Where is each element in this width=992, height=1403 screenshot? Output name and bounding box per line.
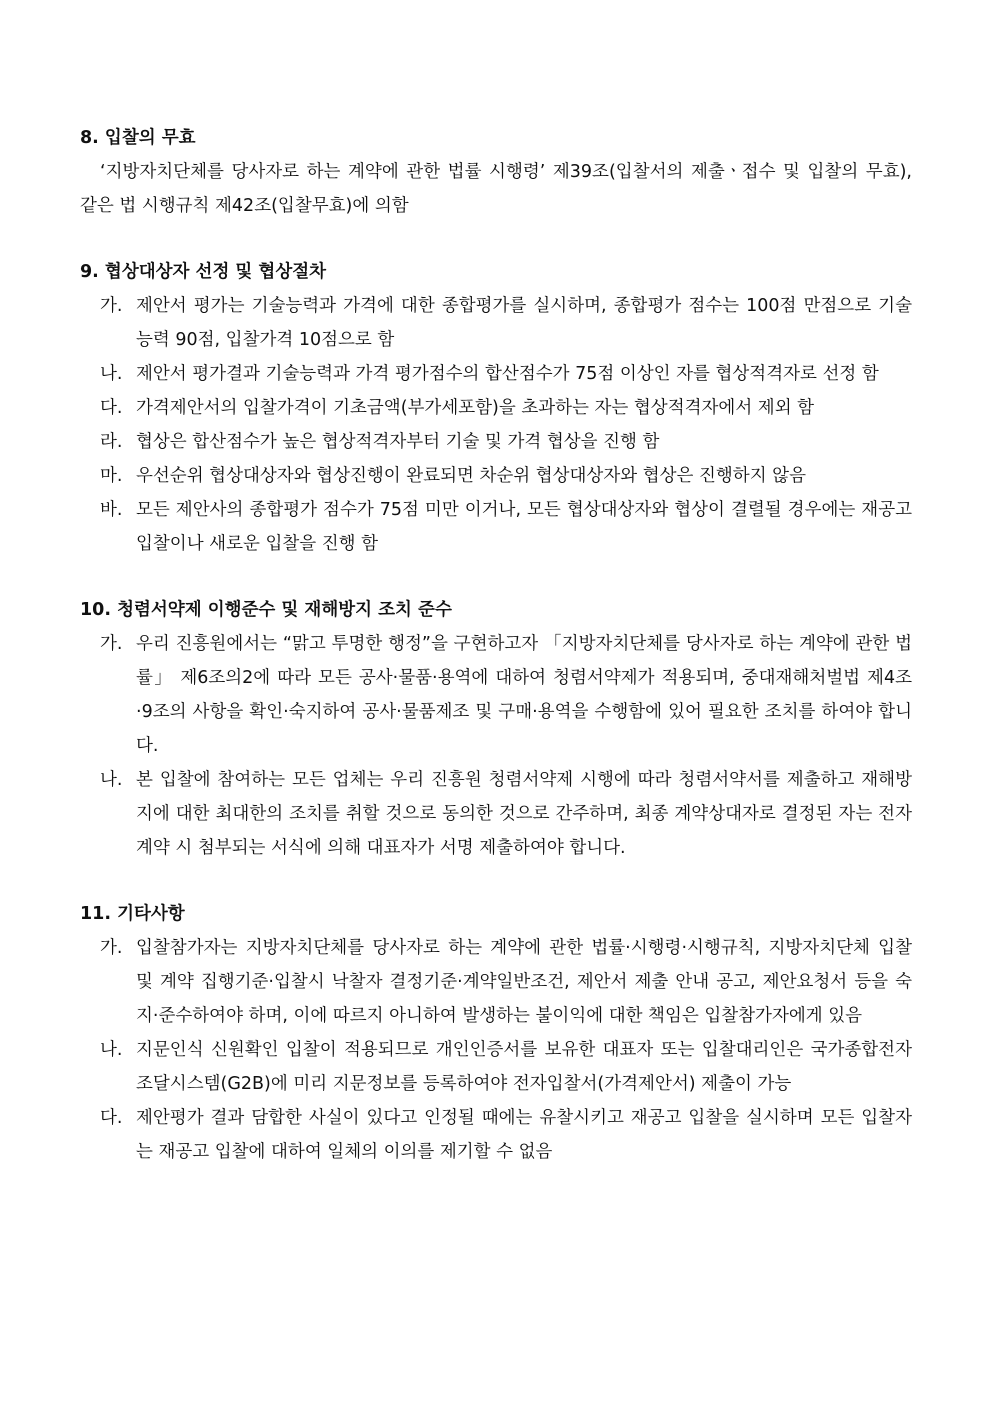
list-item (80, 357, 912, 391)
list-item (80, 627, 912, 763)
item-text: 협상은 합산점수가 높은 협상적격자부터 기술 및 가격 협상을 진행 함 (136, 432, 660, 452)
section-miscellaneous (80, 897, 912, 1169)
item-marker: 라. (100, 432, 123, 452)
item-text: 제안서 평가는 기술능력과 가격에 대한 종합평가를 실시하며, 종합평가 점수는 100점 만점으로 기술능력 90점, 입찰가격 10점으로 함 (136, 296, 912, 350)
item-marker: 가. (100, 296, 123, 316)
section-title: 10. 청렴서약제 이행준수 및 재해방지 조치 준수 (80, 600, 452, 620)
section-title: 8. 입찰의 무효 (80, 128, 196, 148)
item-marker: 나. (100, 770, 123, 790)
item-marker: 나. (100, 1040, 123, 1060)
section-title: 11. 기타사항 (80, 904, 185, 924)
item-marker: 바. (100, 500, 123, 520)
item-text: 본 입찰에 참여하는 모든 업체는 우리 진흥원 청렴서약제 시행에 따라 청렴서약서를 제출하고 재해방지에 대한 최대한의 조치를 취할 것으로 동의한 것으로 간주하며, 최종 계약상대자로 결정된 자는 전자계약 시 첨부되는 서식에 의해 대표자가 서명 제출하여야 합니다. (136, 770, 912, 858)
list-item (80, 1033, 912, 1101)
list-item (80, 391, 912, 425)
list-item (80, 763, 912, 865)
item-marker: 다. (100, 398, 123, 418)
item-text: 제안평가 결과 담합한 사실이 있다고 인정될 때에는 유찰시키고 재공고 입찰을 실시하며 모든 입찰자는 재공고 입찰에 대하여 일체의 이의를 제기할 수 없음 (136, 1108, 912, 1162)
item-marker: 마. (100, 466, 123, 486)
section-paragraph: ‘지방자치단체를 당사자로 하는 계약에 관한 법률 시행령’ 제39조(입찰서의 제출ㆍ접수 및 입찰의 무효), 같은 법 시행규칙 제42조(입찰무효)에 의함 (80, 162, 912, 216)
item-text: 지문인식 신원확인 입찰이 적용되므로 개인인증서를 보유한 대표자 또는 입찰대리인은 국가종합전자조달시스템(G2B)에 미리 지문정보를 등록하여야 전자입찰서(가격제안서) 제출이 가능 (136, 1040, 912, 1094)
list-item (80, 289, 912, 357)
item-marker: 나. (100, 364, 123, 384)
list-item (80, 425, 912, 459)
item-marker: 가. (100, 634, 123, 654)
item-marker: 가. (100, 938, 123, 958)
item-text: 우리 진흥원에서는 “맑고 투명한 행정”을 구현하고자 「지방자치단체를 당사자로 하는 계약에 관한 법률」 제6조의2에 따라 모든 공사·물품·용역에 대하여 청렴서약제가 적용되며, 중대재해처벌법 제4조·9조의 사항을 확인·숙지하여 공사·물품제조 및 구매·용역을 수행함에 있어 필요한 조치를 하여야 합니다. (136, 634, 912, 756)
list-item (80, 459, 912, 493)
item-text: 가격제안서의 입찰가격이 기초금액(부가세포함)을 초과하는 자는 협상적격자에서 제외 함 (136, 398, 815, 418)
list-item (80, 493, 912, 561)
list-item (80, 931, 912, 1033)
item-text: 우선순위 협상대상자와 협상진행이 완료되면 차순위 협상대상자와 협상은 진행하지 않음 (136, 466, 806, 486)
list-item (80, 1101, 912, 1169)
section-title: 9. 협상대상자 선정 및 협상절차 (80, 262, 327, 282)
item-marker: 다. (100, 1108, 123, 1128)
section-integrity-pledge (80, 593, 912, 865)
item-text: 입찰참가자는 지방자치단체를 당사자로 하는 계약에 관한 법률·시행령·시행규칙, 지방자치단체 입찰 및 계약 집행기준·입찰시 낙찰자 결정기준·계약일반조건, 제안서 제출 안내 공고, 제안요청서 등을 숙지·준수하여야 하며, 이에 따르지 아니하여 발생하는 불이익에 대한 책임은 입찰참가자에게 있음 (136, 938, 912, 1026)
document-page (80, 121, 912, 1169)
item-text: 제안서 평가결과 기술능력과 가격 평가점수의 합산점수가 75점 이상인 자를 협상적격자로 선정 함 (136, 364, 879, 384)
section-negotiation-procedure (80, 255, 912, 561)
item-text: 모든 제안사의 종합평가 점수가 75점 미만 이거나, 모든 협상대상자와 협상이 결렬될 경우에는 재공고입찰이나 새로운 입찰을 진행 함 (136, 500, 912, 554)
section-invalid-bid (80, 121, 912, 223)
